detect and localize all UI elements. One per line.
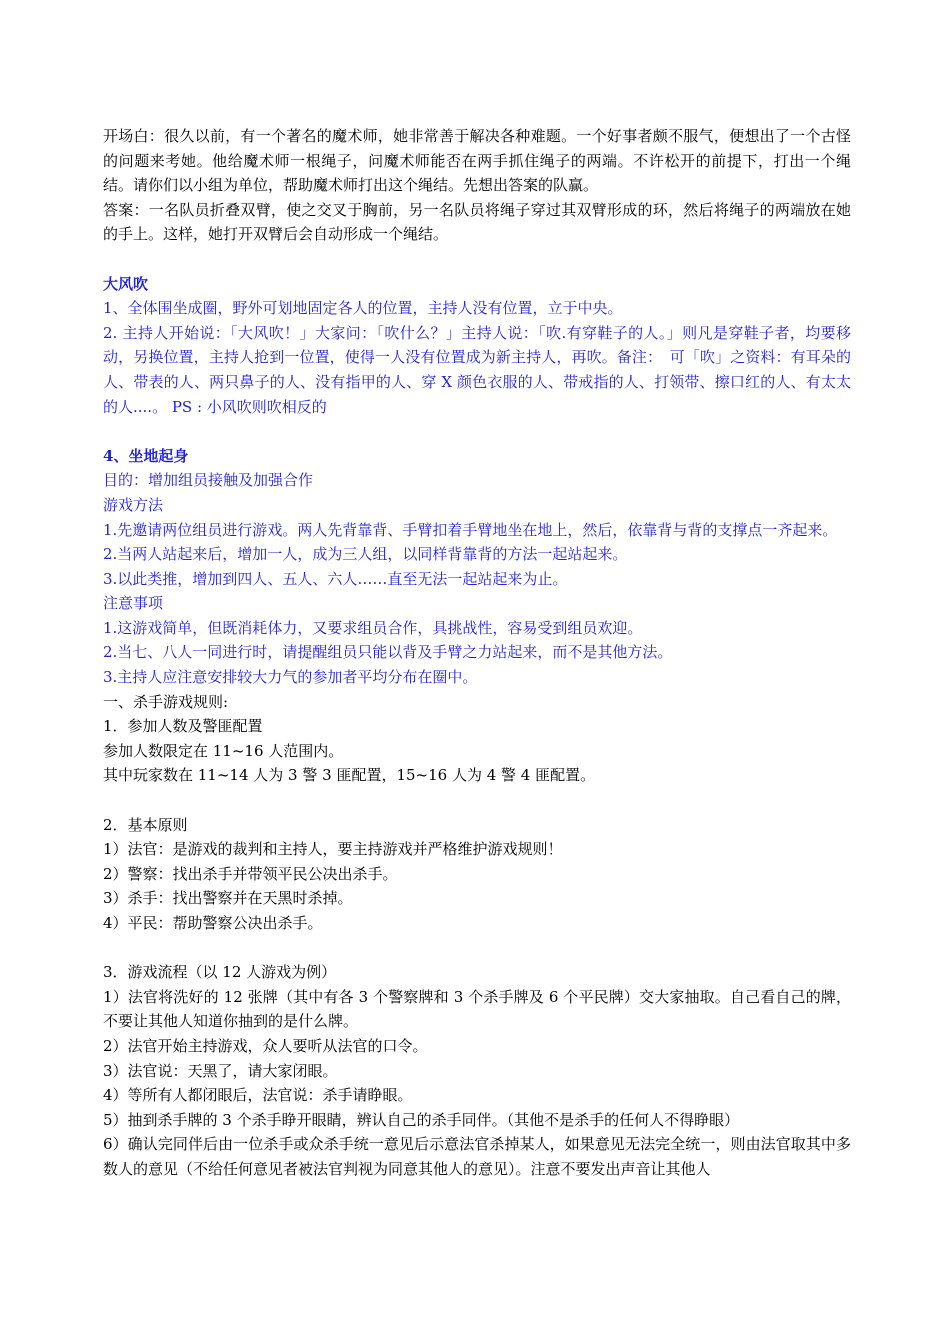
- rise-method-heading: 游戏方法: [103, 495, 164, 514]
- rise-method-step: 2.当两人站起来后，增加一人，成为三人组，以同样背靠背的方法一起站起来。: [103, 545, 628, 564]
- rise-purpose: 目的：增加组员接触及加强合作: [103, 471, 314, 490]
- killer-section-heading: 2．基本原则: [103, 815, 188, 834]
- rise-notes-heading: 注意事项: [103, 594, 164, 613]
- section-title-wind: 大风吹: [103, 274, 149, 293]
- rise-note: 2.当七、八人一同进行时，请提醒组员只能以背及手臂之力站起来，而不是其他方法。: [103, 643, 673, 662]
- killer-line: 4）平民：帮助警察公决出杀手。: [103, 914, 323, 932]
- killer-line: 1）法官将洗好的 12 张牌（其中有各 3 个警察牌和 3 个杀手牌及 6 个平民牌）交大家抽取。自己看自己的牌，不要让其他人知道你抽到的是什么牌。: [103, 987, 851, 1031]
- rise-method-step: 1.先邀请两位组员进行游戏。两人先背靠背、手臂扣着手臂地坐在地上，然后，依靠背与背的支撑点一齐起来。: [103, 520, 838, 539]
- rise-note: 1.这游戏简单，但既消耗体力，又要求组员合作，具挑战性，容易受到组员欢迎。: [103, 618, 643, 637]
- spacer: [103, 247, 851, 272]
- killer-line: 2）法官开始主持游戏，众人要听从法官的口令。: [103, 1036, 428, 1055]
- spacer: [103, 419, 851, 444]
- rise-method-step: 3.以此类推，增加到四人、五人、六人……直至无法一起站起来为止。: [103, 569, 568, 588]
- wind-rule-2: 2. 主持人开始说：「大风吹！」大家问：「吹什么？」主持人说：「吹.有穿鞋子的人。」则凡是穿鞋子者，均要移动，另换位置，主持人抢到一位置，使得一人没有位置成为新主持人，再吹。备注： 可「吹」之资料：有耳朵的人、带表的人、两只鼻子的人、没有指甲的人、穿 X 颜色衣服的人、带戒指的人、打领带、擦口红的人、有太太的人....。 PS : 小风吹则吹相反的: [103, 323, 851, 416]
- document-page: [103, 124, 851, 1182]
- killer-line: 2）警察：找出杀手并带领平民公决出杀手。: [103, 864, 398, 883]
- killer-title: 一、杀手游戏规则:: [103, 692, 229, 711]
- opening-paragraph: 开场白：很久以前，有一个著名的魔术师，她非常善于解决各种难题。一个好事者颇不服气，便想出了一个古怪的问题来考她。他给魔术师一根绳子，问魔术师能否在两手抓住绳子的两端。不许松开的前提下，打出一个绳结。请你们以小组为单位，帮助魔术师打出这个绳结。先想出答案的队赢。: [103, 127, 851, 195]
- killer-line: 4）等所有人都闭眼后，法官说：杀手请睁眼。: [103, 1086, 413, 1105]
- killer-line: 参加人数限定在 11~16 人范围内。: [103, 741, 344, 760]
- killer-line: 6）确认完同伴后由一位杀手或众杀手统一意见后示意法官杀掉某人，如果意见无法完全统一，则由法官取其中多数人的意见（不给任何意见者被法官判视为同意其他人的意见）。注意不要发出声音让其他人: [103, 1135, 851, 1178]
- spacer: [103, 936, 851, 961]
- killer-line: 1）法官：是游戏的裁判和主持人，要主持游戏并严格维护游戏规则！: [103, 840, 563, 859]
- killer-section-heading: 1．参加人数及警匪配置: [103, 717, 263, 736]
- rise-note: 3.主持人应注意安排较大力气的参加者平均分布在圈中。: [103, 668, 478, 687]
- killer-line: 5）抽到杀手牌的 3 个杀手睁开眼睛，辨认自己的杀手同伴。（其他不是杀手的任何人不得睁眼）: [103, 1110, 740, 1129]
- killer-line: 其中玩家数在 11~14 人为 3 警 3 匪配置，15~16 人为 4 警 4 匪配置。: [103, 766, 596, 785]
- answer-paragraph: 答案：一名队员折叠双臂，使之交叉于胸前，另一名队员将绳子穿过其双臂形成的环，然后将绳子的两端放在她的手上。这样，她打开双臂后会自动形成一个绳结。: [103, 200, 851, 244]
- killer-section-heading: 3．游戏流程（以 12 人游戏为例）: [103, 963, 337, 982]
- spacer: [103, 788, 851, 813]
- killer-line: 3）杀手：找出警察并在天黑时杀掉。: [103, 889, 353, 908]
- section-title-rise: 4、坐地起身: [103, 446, 189, 465]
- killer-line: 3）法官说：天黑了，请大家闭眼。: [103, 1061, 338, 1080]
- wind-rule-1: 1、全体围坐成圈，野外可划地固定各人的位置，主持人没有位置，立于中央。: [103, 299, 623, 318]
